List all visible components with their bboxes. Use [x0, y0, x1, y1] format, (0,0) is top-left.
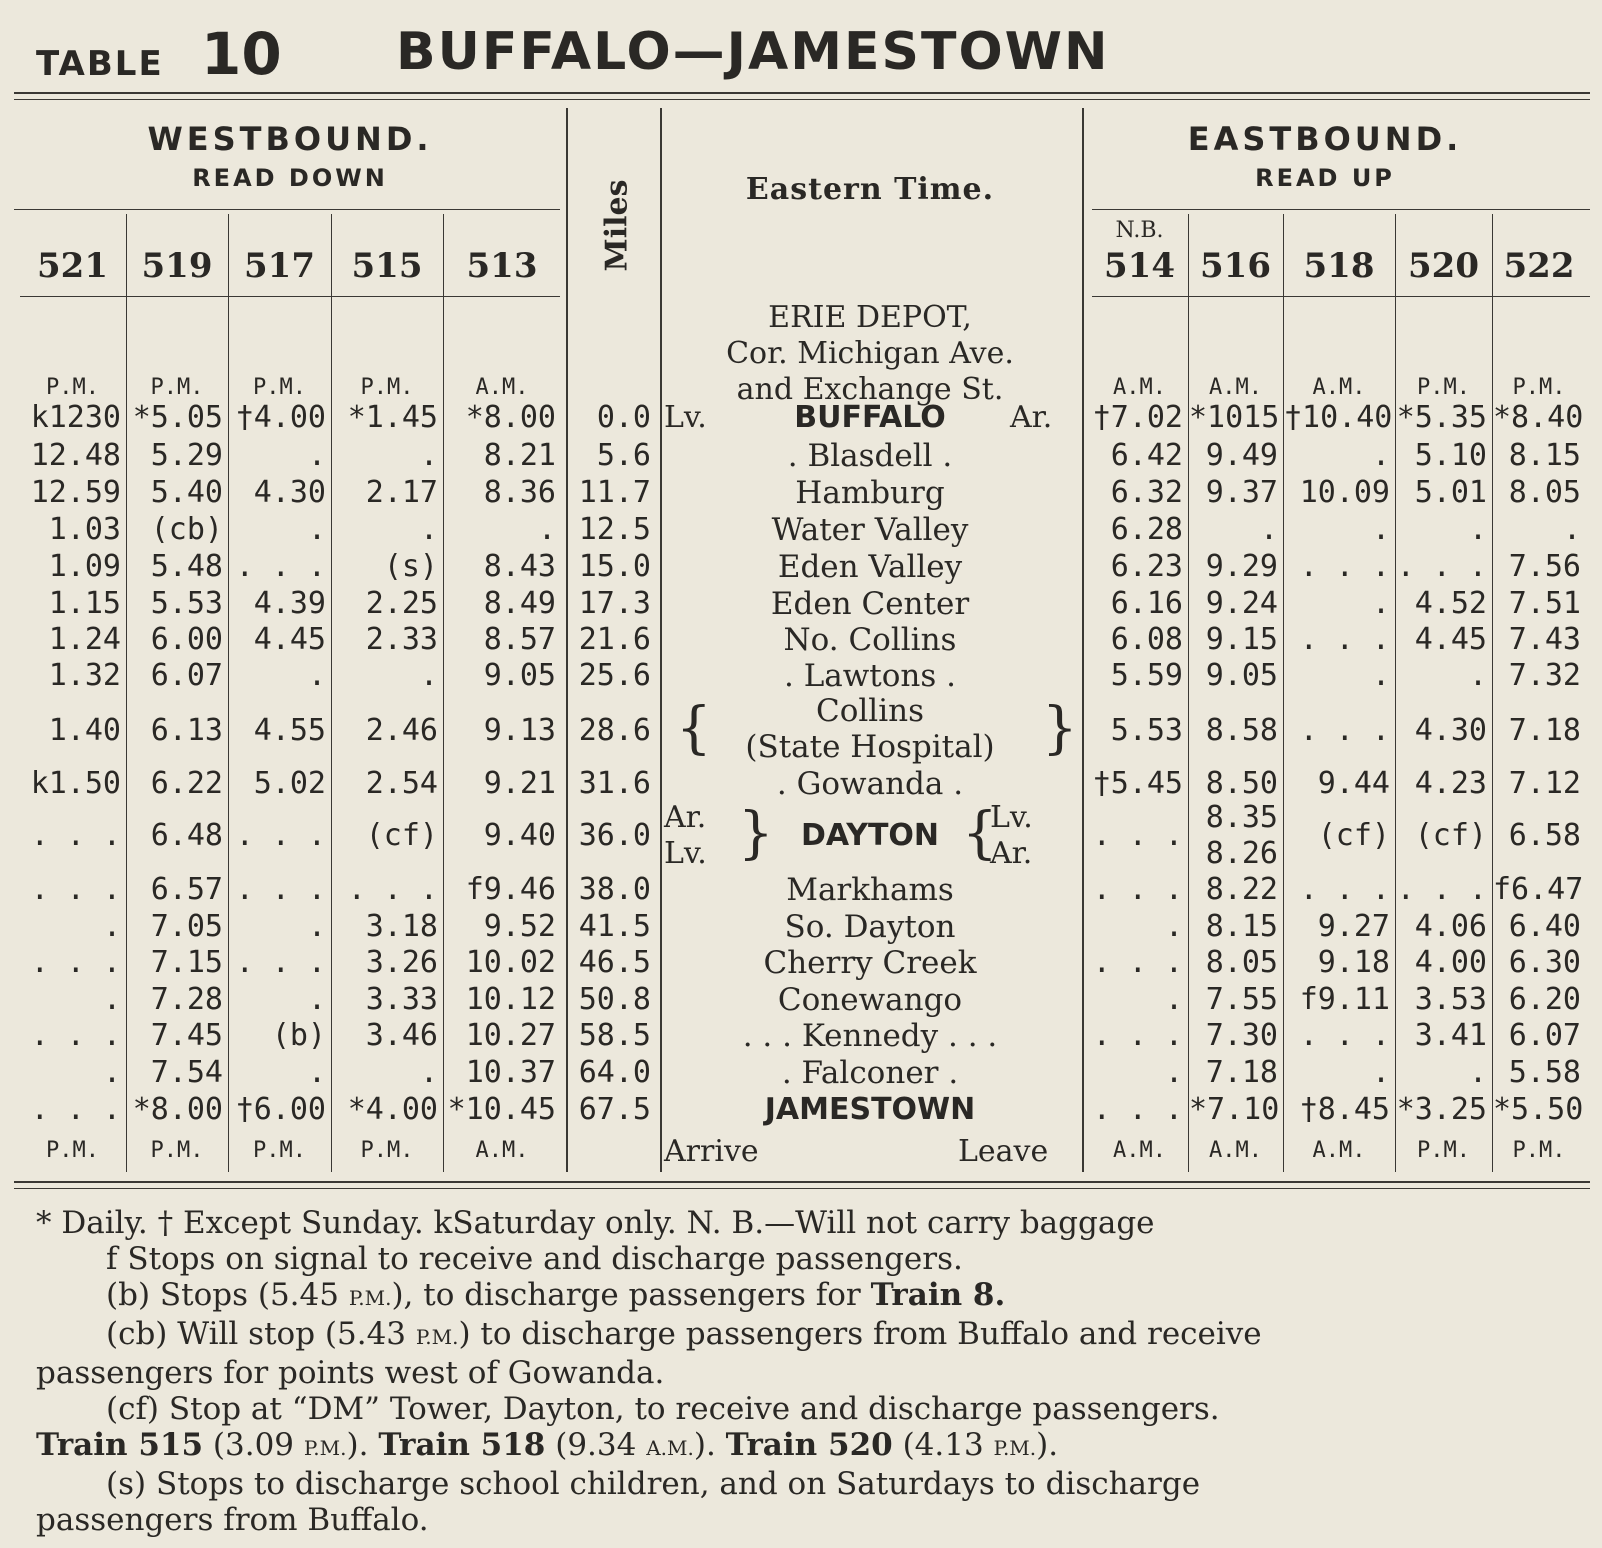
time-cell: .	[1371, 658, 1390, 693]
time-cell: 2.33	[365, 622, 438, 657]
brace-right: }	[1042, 696, 1078, 761]
time-cell: 8.05	[1205, 945, 1278, 980]
time-cell: *4.00	[347, 1092, 438, 1127]
time-cell: 4.06	[1414, 909, 1487, 944]
miles-cell: 21.6	[578, 622, 651, 657]
period-label: P.M.	[360, 1138, 414, 1163]
time-cell: 7.05	[150, 909, 223, 944]
eastbound-subtitle: READ UP	[1255, 164, 1395, 192]
time-cell: 3.33	[365, 982, 438, 1017]
time-cell: 5.48	[150, 549, 223, 584]
time-cell: 9.13	[483, 713, 556, 748]
miles-cell: 46.5	[578, 945, 651, 980]
train-number-521: 521	[37, 246, 108, 286]
time-cell: . . .	[30, 1092, 121, 1127]
period-label: A.M.	[1113, 375, 1166, 400]
period-label: A.M.	[1209, 375, 1262, 400]
time-cell: 6.30	[1508, 945, 1581, 980]
station-name: . Lawtons .	[783, 658, 956, 694]
time-cell: 4.30	[1414, 713, 1487, 748]
time-cell: . . .	[1092, 1018, 1183, 1053]
time-cell: 5.01	[1414, 475, 1487, 510]
time-cell: 8.15	[1205, 909, 1278, 944]
miles-cell: 50.8	[578, 982, 651, 1017]
title-row	[36, 18, 1572, 88]
time-cell: .	[1371, 1055, 1390, 1090]
time-cell: 6.48	[150, 818, 223, 853]
westbound-header-rule	[14, 209, 560, 210]
time-cell: 4.39	[253, 586, 326, 621]
time-cell: .	[102, 982, 121, 1017]
miles-cell: 15.0	[578, 549, 651, 584]
time-cell: 6.22	[150, 766, 223, 801]
time-cell: 9.49	[1205, 438, 1278, 473]
time-cell: 2.46	[365, 713, 438, 748]
station-name-sub: (State Hospital)	[745, 729, 995, 765]
time-cell: *10.45	[447, 1092, 556, 1127]
miles-cell: 67.5	[578, 1092, 651, 1127]
miles-cell: 17.3	[578, 586, 651, 621]
time-cell: 1.32	[48, 658, 121, 693]
time-cell: . . .	[1092, 818, 1183, 853]
time-cell: 9.21	[483, 766, 556, 801]
brace-left: {	[676, 696, 712, 761]
time-cell: 7.18	[1508, 713, 1581, 748]
time-cell: 9.40	[483, 818, 556, 853]
time-cell: *3.25	[1396, 1092, 1487, 1127]
erie-depot-address	[660, 300, 1080, 408]
train-number-513: 513	[466, 246, 538, 286]
station-name: . Blasdell .	[787, 438, 953, 474]
time-cell: . . .	[1092, 945, 1183, 980]
time-cell: . . .	[235, 549, 326, 584]
time-cell: .	[1164, 982, 1183, 1017]
time-cell: 5.53	[150, 586, 223, 621]
time-cell: 1.09	[48, 549, 121, 584]
time-cell: 8.57	[483, 622, 556, 657]
time-cell: 10.12	[465, 982, 556, 1017]
time-cell: 7.28	[150, 982, 223, 1017]
time-cell: †8.45	[1299, 1092, 1390, 1127]
miles-cell: 5.6	[596, 438, 651, 473]
time-cell: (cf)	[1317, 818, 1390, 853]
time-cell: *1015	[1189, 400, 1280, 435]
time-cell: . . .	[30, 945, 121, 980]
miles-cell: 58.5	[578, 1018, 651, 1053]
period-label: P.M.	[1512, 375, 1566, 400]
miles-header-text: Miles	[599, 179, 635, 271]
station-name: JAMESTOWN	[764, 1092, 976, 1127]
time-cell: 8.26	[1205, 836, 1278, 871]
station-name: So. Dayton	[784, 909, 956, 945]
notes-rule	[14, 1181, 1590, 1183]
time-cell: 9.44	[1317, 766, 1390, 801]
time-cell: 7.55	[1205, 982, 1278, 1017]
time-cell: 8.21	[483, 438, 556, 473]
time-cell: . . .	[1299, 622, 1390, 657]
train-number-rule-east	[1092, 296, 1590, 297]
time-cell: 5.29	[150, 438, 223, 473]
time-cell: 6.57	[150, 872, 223, 907]
time-cell: 6.07	[1508, 1018, 1581, 1053]
miles-cell: 38.0	[578, 872, 651, 907]
period-label: P.M.	[360, 375, 414, 400]
station-arrive-depart: Lv.	[664, 836, 707, 871]
time-cell: 4.00	[1414, 945, 1487, 980]
miles-cell: 0.0	[596, 400, 651, 435]
column-rule	[566, 108, 568, 1172]
time-cell: 7.15	[150, 945, 223, 980]
period-label: P.M.	[150, 1138, 204, 1163]
time-cell: 3.53	[1414, 982, 1487, 1017]
time-cell: f6.47	[1493, 872, 1584, 907]
time-cell: 12.59	[30, 475, 121, 510]
time-cell: .	[419, 512, 438, 547]
title-rule	[14, 92, 1590, 94]
footnote-daily: * Daily. † Except Sunday. kSaturday only. N. B.—Will not carry baggage	[36, 1205, 1155, 1241]
footnote-cb-cont: passengers for points west of Gowanda.	[36, 1355, 665, 1391]
station-arrive-label: Ar.	[1010, 400, 1053, 435]
train-number-rule-west	[20, 296, 560, 297]
brace-left: }	[738, 801, 774, 866]
time-cell: 4.30	[253, 475, 326, 510]
time-cell: 12.48	[30, 438, 121, 473]
time-cell: 9.05	[483, 658, 556, 693]
time-cell: (b)	[271, 1018, 326, 1053]
time-cell: 7.56	[1508, 549, 1581, 584]
time-cell: .	[307, 982, 326, 1017]
time-cell: 9.29	[1205, 549, 1278, 584]
time-cell: . . .	[1299, 1018, 1390, 1053]
footnote-b: (b) Stops (5.45 P.M.), to discharge passengers for Train 8.	[106, 1277, 1006, 1313]
miles-cell: 41.5	[578, 909, 651, 944]
time-cell: 8.43	[483, 549, 556, 584]
time-cell: 10.02	[465, 945, 556, 980]
station-name: Eden Center	[770, 586, 970, 622]
time-cell: *7.10	[1189, 1092, 1280, 1127]
period-label: P.M.	[1512, 1138, 1566, 1163]
period-label: P.M.	[1417, 375, 1470, 400]
time-cell: 8.58	[1205, 713, 1278, 748]
time-cell: 10.09	[1299, 475, 1390, 510]
time-cell: 7.30	[1205, 1018, 1278, 1053]
time-cell: .	[102, 1055, 121, 1090]
time-cell: (cf)	[1414, 818, 1487, 853]
station-name: Hamburg	[795, 475, 945, 511]
time-cell: 7.18	[1205, 1055, 1278, 1090]
miles-cell: 11.7	[578, 475, 651, 510]
time-cell: 7.12	[1508, 766, 1581, 801]
station-arrive-depart: Ar.	[664, 800, 707, 835]
time-cell: †10.40	[1284, 400, 1393, 435]
time-cell: .	[1371, 438, 1390, 473]
station-name: DAYTON	[800, 818, 940, 853]
time-cell: 10.27	[465, 1018, 556, 1053]
time-cell: .	[307, 658, 326, 693]
period-label: A.M.	[1312, 375, 1366, 400]
notes-rule-2	[14, 1188, 1590, 1189]
time-cell: 6.13	[150, 713, 223, 748]
time-cell: 7.32	[1508, 658, 1581, 693]
period-label: P.M.	[1417, 1138, 1470, 1163]
footnote-cf-trains: Train 515 (3.09 P.M.). Train 518 (9.34 A.M.). Train 520 (4.13 P.M.).	[36, 1427, 1059, 1463]
period-label: A.M.	[475, 1138, 529, 1163]
time-cell: .	[1562, 512, 1581, 547]
time-cell: . . .	[30, 818, 121, 853]
time-cell: 3.41	[1414, 1018, 1487, 1053]
time-cell: . . .	[235, 945, 326, 980]
station-arrive-depart: Lv.	[990, 800, 1033, 835]
depot-line-3: and Exchange St.	[736, 372, 1004, 407]
column-rule	[1082, 108, 1084, 1172]
time-cell: *5.35	[1396, 400, 1487, 435]
nb-mark: N.B.	[1115, 218, 1164, 243]
train-number-518: 518	[1303, 246, 1375, 286]
time-cell: f9.11	[1299, 982, 1390, 1017]
time-cell: .	[307, 512, 326, 547]
time-cell: 2.17	[365, 475, 438, 510]
time-cell: 5.02	[253, 766, 326, 801]
time-cell: 7.43	[1508, 622, 1581, 657]
footnote-s-cont: passengers from Buffalo.	[36, 1502, 429, 1538]
time-cell: †4.00	[235, 400, 326, 435]
station-name: Collins	[815, 693, 924, 729]
brace-right: {	[962, 801, 998, 866]
time-cell: .	[307, 909, 326, 944]
station-name: . Falconer .	[781, 1055, 959, 1091]
time-cell: .	[102, 909, 121, 944]
period-label: A.M.	[1312, 1138, 1366, 1163]
time-cell: *8.00	[465, 400, 556, 435]
train-number-522: 522	[1503, 246, 1575, 286]
time-cell: 8.50	[1205, 766, 1278, 801]
miles-cell: 64.0	[578, 1055, 651, 1090]
time-cell: .	[537, 512, 556, 547]
arrive-label: Arrive	[664, 1134, 759, 1169]
time-cell: 9.37	[1205, 475, 1278, 510]
station-name: BUFFALO	[794, 400, 946, 435]
time-cell: 6.32	[1110, 475, 1183, 510]
time-cell: .	[1468, 512, 1487, 547]
time-cell: 1.40	[48, 713, 121, 748]
time-cell: f9.46	[465, 872, 556, 907]
time-cell: †5.45	[1092, 766, 1183, 801]
time-cell: 4.52	[1414, 586, 1487, 621]
train-number-516: 516	[1200, 246, 1271, 286]
eastbound-header-rule	[1092, 209, 1590, 210]
time-cell: 9.27	[1317, 909, 1390, 944]
train-number-519: 519	[141, 246, 213, 286]
time-cell: (cf)	[365, 818, 438, 853]
station-name: Conewango	[777, 982, 963, 1018]
station-name: Water Valley	[771, 512, 969, 548]
title-rule-2	[14, 99, 1590, 100]
time-cell: 5.59	[1110, 658, 1183, 693]
miles-cell: 25.6	[578, 658, 651, 693]
period-label: A.M.	[1209, 1138, 1262, 1163]
table-number: 10	[201, 20, 282, 88]
time-cell: 6.08	[1110, 622, 1183, 657]
time-cell: .	[1468, 1055, 1487, 1090]
footnote-f: f Stops on signal to receive and discharge passengers.	[106, 1241, 963, 1277]
westbound-subtitle: READ DOWN	[192, 164, 388, 192]
time-cell: 8.35	[1205, 800, 1278, 835]
time-cell: 6.00	[150, 622, 223, 657]
time-cell: *1.45	[347, 400, 438, 435]
train-number-520: 520	[1408, 246, 1479, 286]
leave-label: Leave	[958, 1134, 1049, 1169]
time-cell: . . .	[1396, 549, 1487, 584]
time-cell: . . .	[1299, 549, 1390, 584]
time-cell: †7.02	[1092, 400, 1183, 435]
time-cell: 10.37	[465, 1055, 556, 1090]
time-cell: 6.16	[1110, 586, 1183, 621]
time-cell: 7.54	[150, 1055, 223, 1090]
time-cell: . . .	[1396, 872, 1487, 907]
train-number-517: 517	[244, 246, 315, 286]
time-cell: 2.54	[365, 766, 438, 801]
time-cell: . . .	[1299, 872, 1390, 907]
time-cell: 4.55	[253, 713, 326, 748]
period-label: A.M.	[1113, 1138, 1166, 1163]
station-name: No. Collins	[783, 622, 957, 658]
time-cell: 6.07	[150, 658, 223, 693]
station-depart-label: Lv.	[664, 400, 707, 435]
miles-cell: 31.6	[578, 766, 651, 801]
station-header: Eastern Time.	[745, 172, 995, 207]
time-cell: 5.53	[1110, 713, 1183, 748]
time-cell: 8.15	[1508, 438, 1581, 473]
time-cell: 5.10	[1414, 438, 1487, 473]
station-arrive-depart: Ar.	[990, 836, 1033, 871]
time-cell: 9.24	[1205, 586, 1278, 621]
time-cell: 2.25	[365, 586, 438, 621]
period-label: P.M.	[150, 375, 204, 400]
station-name: Cherry Creek	[763, 945, 977, 981]
period-label: A.M.	[475, 375, 529, 400]
time-cell: 4.45	[1414, 622, 1487, 657]
time-cell: . . .	[347, 872, 438, 907]
time-cell: 1.24	[48, 622, 121, 657]
time-cell: .	[307, 1055, 326, 1090]
time-cell: 1.03	[48, 512, 121, 547]
time-cell: *8.00	[132, 1092, 223, 1127]
time-cell: .	[419, 438, 438, 473]
depot-line-1: ERIE DEPOT,	[768, 300, 972, 335]
time-cell: .	[1164, 909, 1183, 944]
time-cell: *5.05	[132, 400, 223, 435]
time-cell: 7.51	[1508, 586, 1581, 621]
eastbound-title: EASTBOUND.	[1187, 120, 1463, 158]
time-cell: 8.05	[1508, 475, 1581, 510]
time-cell: 8.36	[483, 475, 556, 510]
time-cell: .	[1371, 586, 1390, 621]
time-cell: 6.28	[1110, 512, 1183, 547]
period-label: P.M.	[253, 375, 306, 400]
time-cell: . . .	[30, 872, 121, 907]
time-cell: 4.45	[253, 622, 326, 657]
period-label: P.M.	[46, 1138, 99, 1163]
footnote-s: (s) Stops to discharge school children, and on Saturdays to discharge	[106, 1466, 1201, 1502]
time-cell: .	[1164, 1055, 1183, 1090]
time-cell: 6.58	[1508, 818, 1581, 853]
train-number-515: 515	[351, 246, 423, 286]
time-cell: *5.50	[1493, 1092, 1584, 1127]
time-cell: k1230	[30, 400, 121, 435]
time-cell: k1.50	[30, 766, 121, 801]
period-label: P.M.	[253, 1138, 306, 1163]
miles-cell: 28.6	[578, 713, 651, 748]
time-cell: *8.40	[1493, 400, 1584, 435]
time-cell: 9.15	[1205, 622, 1278, 657]
time-cell: 9.18	[1317, 945, 1390, 980]
station-name: . Gowanda .	[776, 766, 964, 802]
time-cell: †6.00	[235, 1092, 326, 1127]
station-name: Markhams	[786, 872, 954, 908]
station-name: . . . Kennedy . . .	[742, 1018, 998, 1054]
time-cell: . . .	[1092, 1092, 1183, 1127]
time-cell: 8.22	[1205, 872, 1278, 907]
period-label: P.M.	[46, 375, 99, 400]
time-cell: 3.46	[365, 1018, 438, 1053]
footnote-cf: (cf) Stop at “DM” Tower, Dayton, to receive and discharge passengers.	[106, 1391, 1220, 1427]
time-cell: 4.23	[1414, 766, 1487, 801]
train-number-514: 514	[1104, 246, 1175, 286]
miles-header	[577, 160, 657, 290]
time-cell: .	[419, 658, 438, 693]
page-title: BUFFALO—JAMESTOWN	[396, 22, 1110, 82]
time-cell: . . .	[235, 872, 326, 907]
time-cell: 7.45	[150, 1018, 223, 1053]
time-cell: (cb)	[150, 512, 223, 547]
miles-cell: 12.5	[578, 512, 651, 547]
westbound-title: WESTBOUND.	[147, 120, 433, 158]
time-cell: . . .	[1092, 872, 1183, 907]
time-cell: 5.40	[150, 475, 223, 510]
time-cell: (s)	[383, 549, 438, 584]
time-cell: 8.49	[483, 586, 556, 621]
time-cell: 5.58	[1508, 1055, 1581, 1090]
table-label: TABLE	[36, 44, 164, 84]
footnotes	[36, 1205, 1566, 1538]
station-name: Eden Valley	[777, 549, 963, 585]
time-cell: 6.20	[1508, 982, 1581, 1017]
miles-cell: 36.0	[578, 818, 651, 853]
depot-line-2: Cor. Michigan Ave.	[726, 336, 1014, 371]
footnote-cb: (cb) Will stop (5.43 P.M.) to discharge passengers from Buffalo and receive	[106, 1316, 1262, 1352]
time-cell: .	[1468, 658, 1487, 693]
time-cell: . . .	[235, 818, 326, 853]
time-cell: . . .	[1299, 713, 1390, 748]
time-cell: 9.52	[483, 909, 556, 944]
time-cell: 6.23	[1110, 549, 1183, 584]
time-cell: .	[419, 1055, 438, 1090]
time-cell: 9.05	[1205, 658, 1278, 693]
time-cell: 1.15	[48, 586, 121, 621]
time-cell: .	[1259, 512, 1278, 547]
time-cell: 6.40	[1508, 909, 1581, 944]
time-cell: .	[1371, 512, 1390, 547]
time-cell: . . .	[30, 1018, 121, 1053]
time-cell: 3.18	[365, 909, 438, 944]
time-cell: .	[307, 438, 326, 473]
time-cell: 3.26	[365, 945, 438, 980]
time-cell: 6.42	[1110, 438, 1183, 473]
